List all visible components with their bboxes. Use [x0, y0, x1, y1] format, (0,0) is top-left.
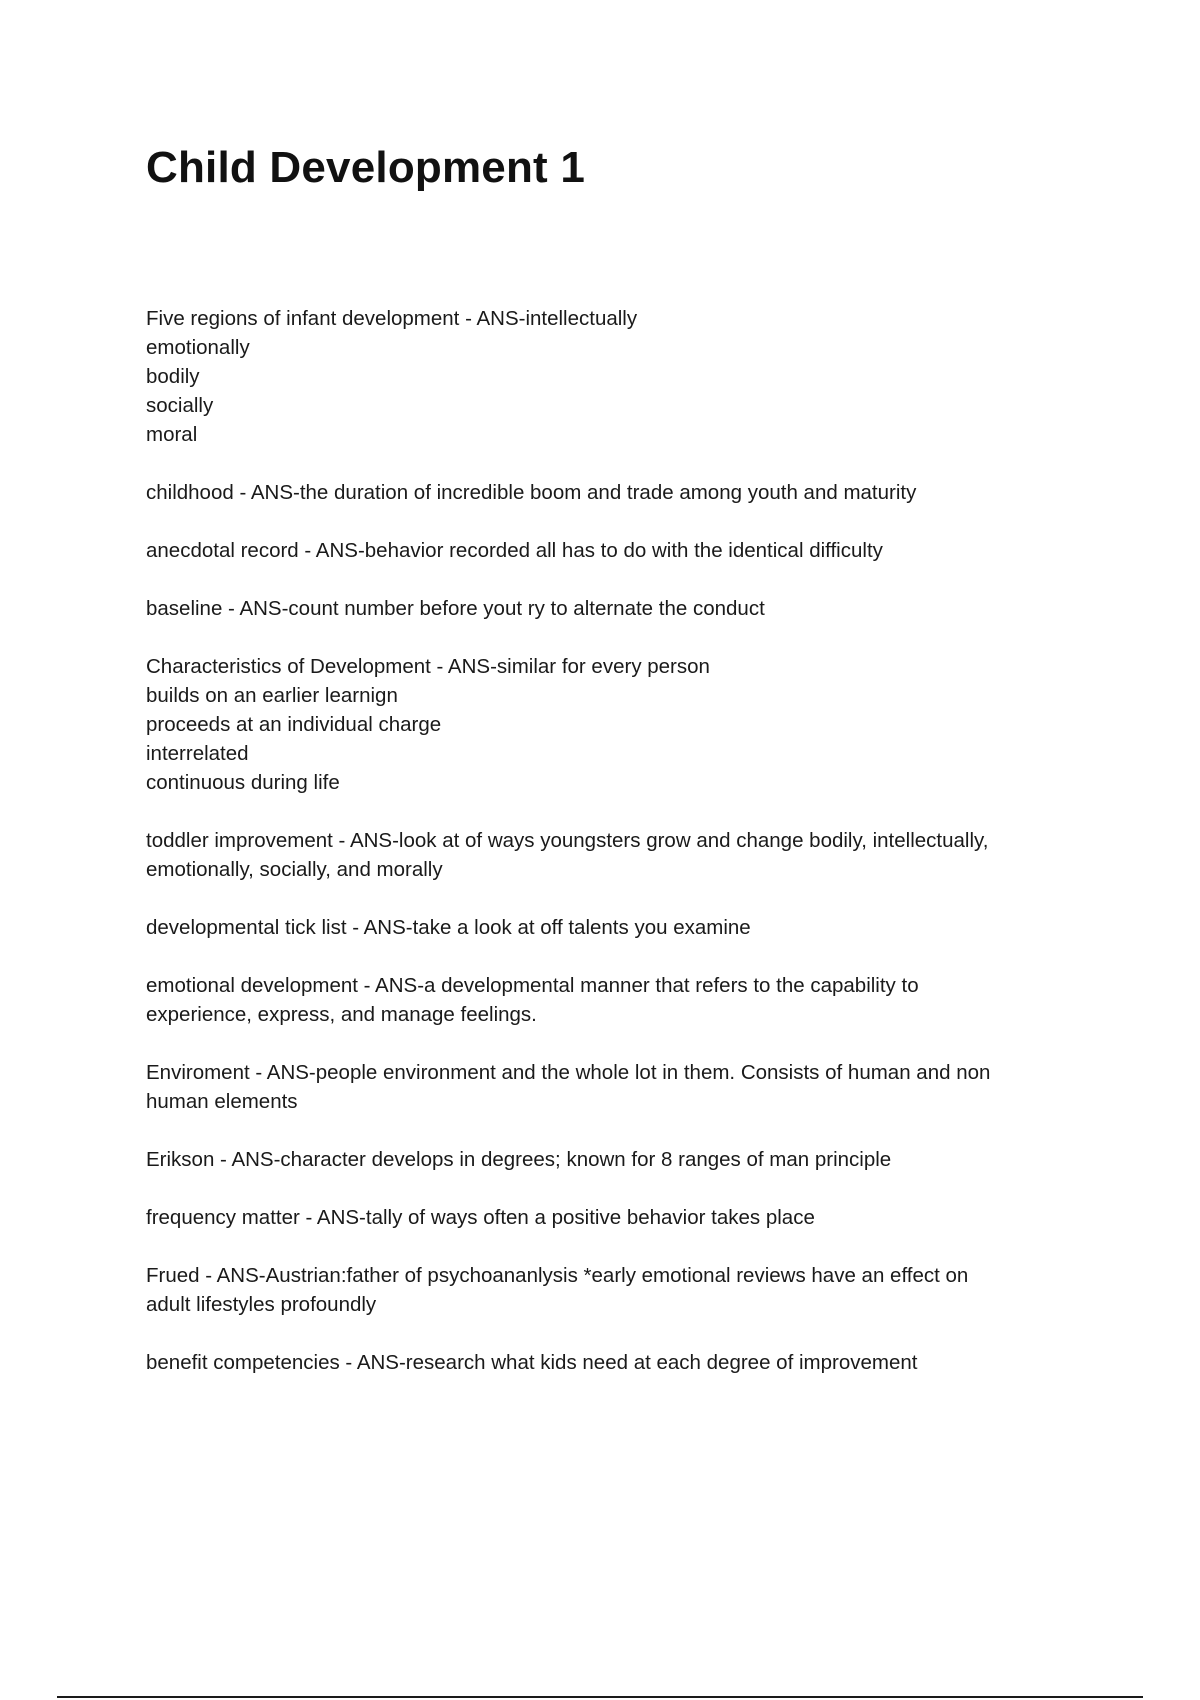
entry-term-line: Frued - ANS-Austrian:father of psychoananlysis *early emotional reviews have an effect on [146, 1264, 969, 1287]
entry-continuation-line: proceeds at an individual charge [146, 713, 442, 736]
entry-continuation-line: moral [146, 423, 198, 446]
entry-term-line: Enviroment - ANS-people environment and the whole lot in them. Consists of human and non [146, 1061, 991, 1084]
entry-continuation-line: human elements [146, 1090, 298, 1113]
entry-continuation-line: socially [146, 394, 214, 417]
page-title: Child Development 1 [146, 143, 585, 192]
footer-divider [57, 1696, 1143, 1698]
entry-term-line: frequency matter - ANS-tally of ways often a positive behavior takes place [146, 1206, 815, 1229]
entry-term-line: Characteristics of Development - ANS-similar for every person [146, 655, 710, 678]
entry-continuation-line: builds on an earlier learnign [146, 684, 398, 707]
entry-continuation-line: continuous during life [146, 771, 340, 794]
flashcard-entry [146, 304, 1076, 449]
entry-term-line: Erikson - ANS-character develops in degrees; known for 8 ranges of man principle [146, 1148, 892, 1171]
flashcard-list [146, 304, 1076, 1406]
flashcard-entry [146, 594, 1076, 623]
entry-continuation-line: bodily [146, 365, 200, 388]
entry-term-line: emotional development - ANS-a developmental manner that refers to the capability to [146, 974, 919, 997]
flashcard-entry [146, 1203, 1076, 1232]
entry-continuation-line: interrelated [146, 742, 249, 765]
entry-term-line: anecdotal record - ANS-behavior recorded all has to do with the identical difficulty [146, 539, 883, 562]
entry-continuation-line: emotionally, socially, and morally [146, 858, 443, 881]
entry-term-line: Five regions of infant development - ANS-intellectually [146, 307, 638, 330]
entry-term-line: childhood - ANS-the duration of incredible boom and trade among youth and maturity [146, 481, 917, 504]
flashcard-entry [146, 536, 1076, 565]
entry-term-line: baseline - ANS-count number before yout ry to alternate the conduct [146, 597, 765, 620]
flashcard-entry [146, 1145, 1076, 1174]
flashcard-entry [146, 478, 1076, 507]
flashcard-entry [146, 913, 1076, 942]
flashcard-entry [146, 1058, 1076, 1116]
entry-term-line: toddler improvement - ANS-look at of ways youngsters grow and change bodily, intellectually, [146, 829, 989, 852]
entry-term-line: developmental tick list - ANS-take a look at off talents you examine [146, 916, 751, 939]
entry-continuation-line: adult lifestyles profoundly [146, 1293, 377, 1316]
entry-continuation-line: experience, express, and manage feelings. [146, 1003, 537, 1026]
entry-term-line: benefit competencies - ANS-research what kids need at each degree of improvement [146, 1351, 918, 1374]
flashcard-entry [146, 971, 1076, 1029]
flashcard-entry [146, 826, 1076, 884]
flashcard-entry [146, 1261, 1076, 1319]
flashcard-entry [146, 652, 1076, 797]
entry-continuation-line: emotionally [146, 336, 250, 359]
flashcard-entry [146, 1348, 1076, 1377]
